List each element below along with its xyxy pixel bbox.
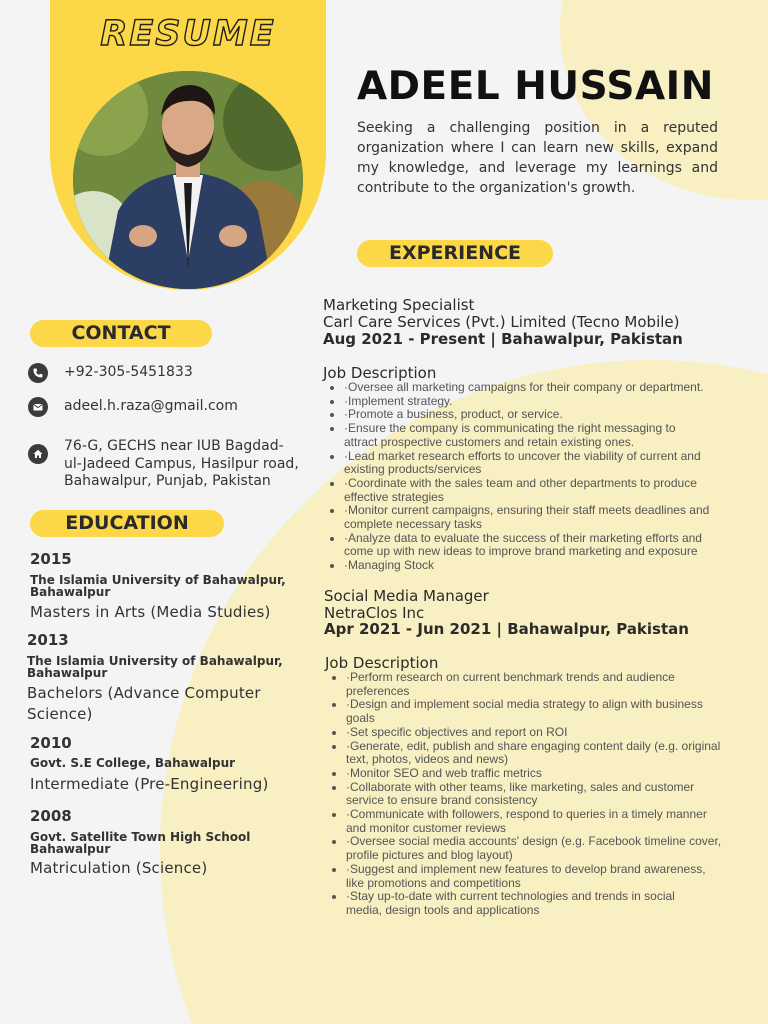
phone-text[interactable]: +92-305-5451833: [64, 364, 193, 380]
list-item: • ·Implement strategy.: [344, 395, 754, 409]
education-degree: [30, 858, 207, 879]
job-dates: Apr 2021 - Jun 2021 | Bahawalpur, Pakistan: [324, 620, 689, 638]
list-item: • ·Communicate with followers, respond to queries in a timely manner and monitor customer reviews: [346, 808, 756, 835]
degree-line: Masters in Arts (Media Studies): [30, 603, 271, 621]
school-line: Govt. Satellite Town High School: [30, 830, 251, 844]
job-bullets: [346, 671, 756, 918]
contact-phone: [28, 363, 193, 383]
job-company: NetraClos Inc: [324, 604, 425, 622]
list-item: • ·Ensure the company is communicating the right messaging to attract prospective customers and retain existing ones.: [344, 422, 754, 449]
list-item: • ·Collaborate with other teams, like marketing, sales and customer service to ensure brand consistency: [346, 781, 756, 808]
school-line: The Islamia University of Bahawalpur,: [27, 654, 283, 668]
job-title: Social Media Manager: [324, 587, 489, 605]
education-school: [30, 574, 286, 598]
resume-label: RESUME: [100, 14, 276, 54]
list-item: • ·Generate, edit, publish and share engaging content daily (e.g. original text, photos, videos and news): [346, 740, 756, 767]
degree-line: Intermediate (Pre-Engineering): [30, 775, 269, 793]
education-degree: [27, 683, 261, 725]
education-year: 2015: [30, 550, 72, 568]
contact-address: [28, 438, 299, 491]
phone-icon: [28, 363, 48, 383]
job-description-heading: Job Description: [325, 654, 439, 672]
profile-photo: [73, 71, 303, 289]
school-line: The Islamia University of Bahawalpur,: [30, 573, 286, 587]
list-item: • ·Promote a business, product, or service.: [344, 408, 754, 422]
job-company: Carl Care Services (Pvt.) Limited (Tecno Mobile): [323, 313, 680, 331]
list-item: • ·Oversee social media accounts' design (e.g. Facebook timeline cover, profile pictures and blog layout): [346, 835, 756, 862]
list-item: • ·Suggest and implement new features to develop brand awareness, like promotions and competitions: [346, 863, 756, 890]
education-year: 2008: [30, 807, 72, 825]
school-line: Bahawalpur: [27, 666, 108, 680]
contact-heading: CONTACT: [30, 320, 212, 347]
list-item: • ·Coordinate with the sales team and other departments to produce effective strategies: [344, 477, 754, 504]
education-degree: [30, 602, 271, 623]
job-bullets: [344, 381, 754, 573]
experience-heading: EXPERIENCE: [357, 240, 553, 267]
summary-text: Seeking a challenging position in a reputed organization where I can learn new skills, expand my knowledge, and leverage my learnings and contribute to the organization's growth.: [357, 120, 718, 196]
list-item: • ·Stay up-to-date with current technologies and trends in social media, design tools and applications: [346, 890, 756, 917]
degree-line: Bachelors (Advance Computer: [27, 684, 261, 702]
education-school: [30, 757, 235, 769]
list-item: • ·Design and implement social media strategy to align with business goals: [346, 698, 756, 725]
education-school: [27, 655, 283, 679]
education-year: 2013: [27, 631, 69, 649]
education-school: [30, 831, 250, 855]
address-line: 76-G, GECHS near IUB Bagdad-: [64, 438, 284, 454]
email-text[interactable]: adeel.h.raza@gmail.com: [64, 398, 238, 414]
job-dates: Aug 2021 - Present | Bahawalpur, Pakistan: [323, 330, 683, 348]
address-line: Bahawalpur, Punjab, Pakistan: [64, 473, 271, 489]
list-item: • ·Analyze data to evaluate the success of their marketing efforts and come up with new ideas to improve brand marketing and exposure: [344, 532, 754, 559]
candidate-name: ADEEL HUSSAIN: [357, 64, 714, 109]
home-icon: [28, 444, 48, 464]
address-text: [64, 438, 299, 491]
school-line: Bahawalpur: [30, 842, 111, 856]
school-line: Govt. S.E College, Bahawalpur: [30, 756, 236, 770]
email-icon: [28, 397, 48, 417]
school-line: Bahawalpur: [30, 585, 111, 599]
list-item: • ·Monitor SEO and web traffic metrics: [346, 767, 756, 781]
education-heading: EDUCATION: [30, 510, 224, 537]
list-item: • ·Perform research on current benchmark trends and audience preferences: [346, 671, 756, 698]
list-item: • ·Lead market research efforts to uncover the viability of current and existing products/services: [344, 450, 754, 477]
job-description-heading: Job Description: [323, 364, 437, 382]
education-degree: [30, 774, 269, 795]
list-item: • ·Managing Stock: [344, 559, 754, 573]
contact-email: [28, 397, 238, 417]
list-item: • ·Monitor current campaigns, ensuring their staff meets deadlines and complete necessary tasks: [344, 504, 754, 531]
education-year: 2010: [30, 734, 72, 752]
degree-line: Science): [27, 705, 93, 723]
job-title: Marketing Specialist: [323, 296, 475, 314]
list-item: • ·Oversee all marketing campaigns for their company or department.: [344, 381, 754, 395]
list-item: • ·Set specific objectives and report on ROI: [346, 726, 756, 740]
address-line: ul-Jadeed Campus, Hasilpur road,: [64, 455, 299, 472]
degree-line: Matriculation (Science): [30, 859, 208, 877]
